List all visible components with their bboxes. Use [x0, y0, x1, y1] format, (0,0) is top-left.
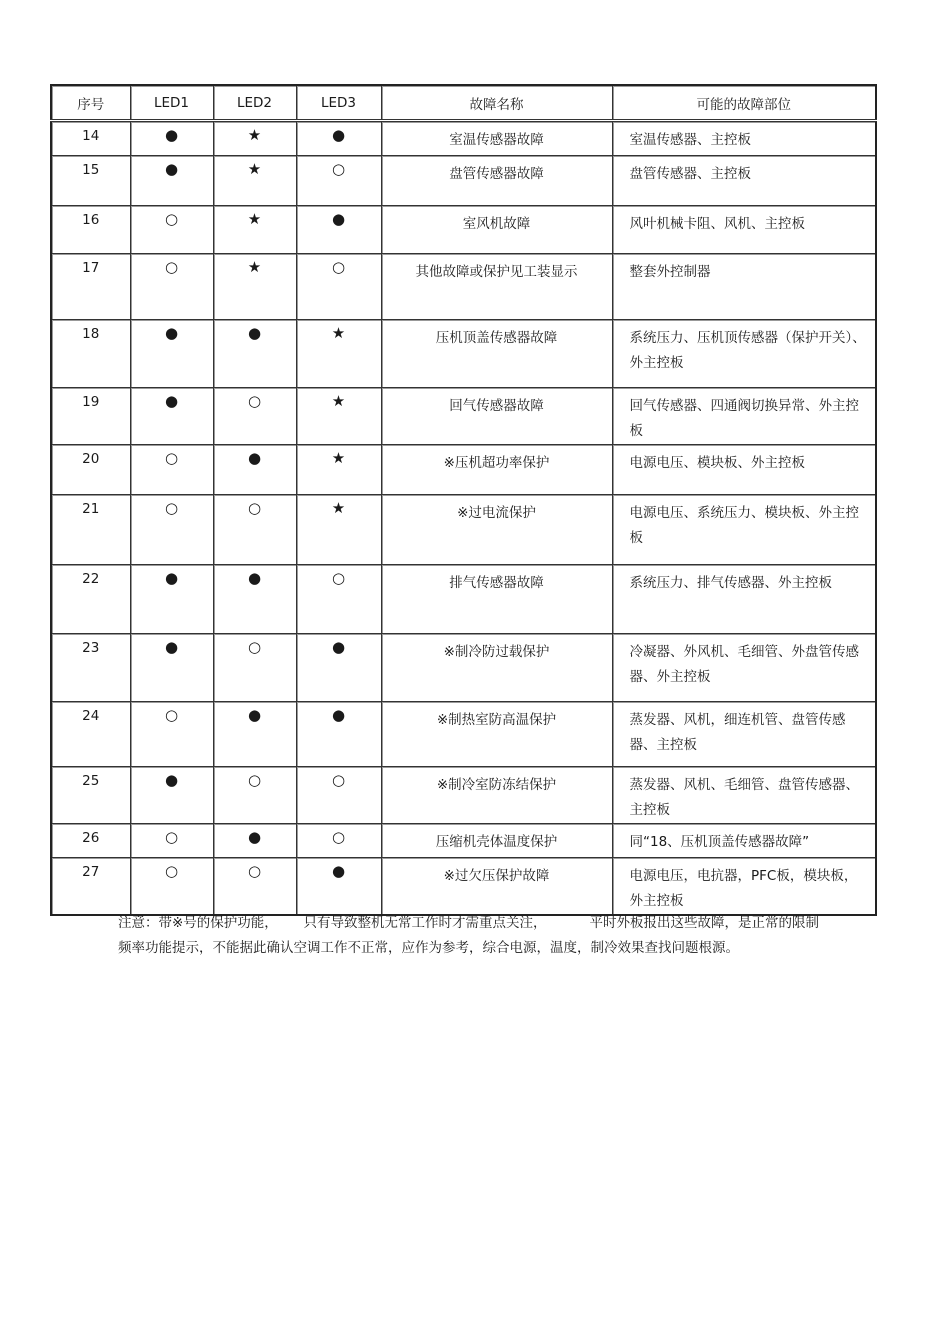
- table-row: [51, 445, 876, 495]
- header-led1: LED1: [130, 85, 213, 121]
- filled-circle-icon: ●: [247, 449, 262, 467]
- cell-possible-parts-text: 室温传感器、主控板: [629, 132, 751, 148]
- cell-fault-name-text: ※过欠压保护故障: [443, 868, 550, 884]
- cell-serial: [51, 634, 130, 702]
- cell-serial: [51, 702, 130, 767]
- cell-possible-parts: [612, 156, 876, 206]
- header-possible-parts: 可能的故障部位: [612, 85, 876, 121]
- cell-led1: [130, 156, 213, 206]
- cell-led1: [130, 388, 213, 445]
- cell-possible-parts: [612, 824, 876, 858]
- cell-led1: [130, 634, 213, 702]
- cell-fault-name: [381, 121, 612, 156]
- cell-led2: [213, 565, 296, 634]
- filled-circle-icon: ●: [164, 392, 179, 410]
- hollow-circle-icon: ○: [247, 638, 262, 656]
- table-body: [51, 121, 876, 916]
- cell-serial-text: 24: [82, 708, 100, 724]
- cell-possible-parts-text: 整套外控制器: [629, 264, 711, 280]
- cell-serial-text: 22: [82, 571, 100, 587]
- cell-possible-parts-text: 冷凝器、外风机、毛细管、外盘管传感器、外主控板: [629, 644, 859, 685]
- cell-fault-name: [381, 858, 612, 916]
- hollow-circle-icon: ○: [331, 569, 346, 587]
- cell-possible-parts-text: 回气传感器、四通阀切换异常、外主控板: [629, 398, 859, 439]
- cell-serial: [51, 320, 130, 388]
- filled-circle-icon: ●: [164, 771, 179, 789]
- cell-fault-name: [381, 634, 612, 702]
- header-fault-name: 故障名称: [381, 85, 612, 121]
- star-icon: ★: [331, 324, 346, 342]
- filled-circle-icon: ●: [331, 126, 346, 144]
- cell-fault-name-text: ※制冷室防冻结保护: [436, 777, 557, 793]
- hollow-circle-icon: ○: [164, 706, 179, 724]
- cell-possible-parts-text: 同“18、压机顶盖传感器故障”: [629, 834, 810, 850]
- cell-led1: [130, 824, 213, 858]
- hollow-circle-icon: ○: [247, 862, 262, 880]
- cell-led2: [213, 156, 296, 206]
- footnote-line-1: 注意：带※号的保护功能， 只有导致整机无常工作时才需重点关注， 平时外板报出这些故障，是正常的限制: [118, 915, 819, 931]
- header-serial: 序号: [51, 85, 130, 121]
- table-row: [51, 702, 876, 767]
- table-row: [51, 565, 876, 634]
- cell-serial: [51, 388, 130, 445]
- hollow-circle-icon: ○: [164, 210, 179, 228]
- cell-fault-name-text: 排气传感器故障: [449, 575, 544, 591]
- cell-serial-text: 15: [82, 162, 100, 178]
- cell-fault-name-text: ※制热室防高温保护: [436, 712, 557, 728]
- cell-led3: [296, 565, 381, 634]
- hollow-circle-icon: ○: [164, 499, 179, 517]
- cell-led3: [296, 254, 381, 320]
- hollow-circle-icon: ○: [247, 771, 262, 789]
- cell-led2: [213, 121, 296, 156]
- cell-possible-parts-text: 蒸发器、风机，细连机管、盘管传感器、主控板: [629, 712, 846, 753]
- cell-possible-parts: [612, 565, 876, 634]
- cell-possible-parts: [612, 254, 876, 320]
- cell-led3: [296, 121, 381, 156]
- cell-fault-name-text: 压缩机壳体温度保护: [435, 834, 558, 850]
- cell-fault-name: [381, 565, 612, 634]
- table-row: [51, 206, 876, 254]
- table-row: [51, 858, 876, 916]
- star-icon: ★: [247, 210, 262, 228]
- cell-led2: [213, 254, 296, 320]
- cell-serial: [51, 495, 130, 565]
- filled-circle-icon: ●: [331, 706, 346, 724]
- header-led3: LED3: [296, 85, 381, 121]
- cell-serial: [51, 565, 130, 634]
- filled-circle-icon: ●: [164, 160, 179, 178]
- cell-led2: [213, 495, 296, 565]
- cell-led1: [130, 495, 213, 565]
- cell-serial: [51, 156, 130, 206]
- cell-led3: [296, 495, 381, 565]
- cell-fault-name: [381, 320, 612, 388]
- cell-fault-name: [381, 702, 612, 767]
- cell-serial: [51, 858, 130, 916]
- cell-possible-parts: [612, 445, 876, 495]
- filled-circle-icon: ●: [247, 324, 262, 342]
- cell-fault-name: [381, 388, 612, 445]
- cell-led3: [296, 634, 381, 702]
- filled-circle-icon: ●: [247, 828, 262, 846]
- star-icon: ★: [247, 258, 262, 276]
- cell-led3: [296, 320, 381, 388]
- cell-possible-parts: [612, 320, 876, 388]
- cell-possible-parts: [612, 702, 876, 767]
- cell-fault-name: [381, 495, 612, 565]
- cell-led2: [213, 320, 296, 388]
- cell-led1: [130, 702, 213, 767]
- table-row: [51, 767, 876, 824]
- cell-serial: [51, 767, 130, 824]
- cell-serial-text: 19: [82, 394, 100, 410]
- cell-led3: [296, 156, 381, 206]
- cell-led1: [130, 121, 213, 156]
- cell-possible-parts-text: 盘管传感器、主控板: [629, 166, 751, 182]
- cell-led3: [296, 388, 381, 445]
- star-icon: ★: [247, 160, 262, 178]
- cell-led2: [213, 702, 296, 767]
- cell-possible-parts: [612, 634, 876, 702]
- cell-fault-name: [381, 445, 612, 495]
- cell-led3: [296, 702, 381, 767]
- cell-led2: [213, 206, 296, 254]
- hollow-circle-icon: ○: [164, 828, 179, 846]
- filled-circle-icon: ●: [247, 706, 262, 724]
- table-row: [51, 320, 876, 388]
- cell-fault-name-text: 室风机故障: [462, 216, 531, 232]
- hollow-circle-icon: ○: [247, 392, 262, 410]
- cell-serial-text: 18: [82, 326, 100, 342]
- cell-led3: [296, 445, 381, 495]
- cell-serial-text: 16: [82, 212, 100, 228]
- cell-possible-parts: [612, 858, 876, 916]
- filled-circle-icon: ●: [164, 569, 179, 587]
- cell-serial-text: 17: [82, 260, 100, 276]
- cell-fault-name-text: ※压机超功率保护: [443, 455, 550, 471]
- star-icon: ★: [331, 392, 346, 410]
- cell-serial-text: 14: [82, 128, 100, 144]
- table-row: [51, 388, 876, 445]
- cell-led3: [296, 858, 381, 916]
- cell-fault-name-text: ※制冷防过载保护: [443, 644, 550, 660]
- star-icon: ★: [331, 449, 346, 467]
- hollow-circle-icon: ○: [164, 258, 179, 276]
- filled-circle-icon: ●: [331, 638, 346, 656]
- cell-serial: [51, 121, 130, 156]
- cell-fault-name: [381, 824, 612, 858]
- cell-fault-name-text: 盘管传感器故障: [449, 166, 544, 182]
- cell-serial-text: 27: [82, 864, 100, 880]
- star-icon: ★: [247, 126, 262, 144]
- cell-led2: [213, 634, 296, 702]
- table-row: [51, 156, 876, 206]
- cell-possible-parts-text: 电源电压、模块板、外主控板: [629, 455, 805, 471]
- cell-possible-parts-text: 蒸发器、风机、毛细管、盘管传感器、主控板: [629, 777, 859, 818]
- star-icon: ★: [331, 499, 346, 517]
- cell-led2: [213, 388, 296, 445]
- cell-led1: [130, 858, 213, 916]
- cell-possible-parts: [612, 495, 876, 565]
- cell-possible-parts: [612, 121, 876, 156]
- hollow-circle-icon: ○: [164, 862, 179, 880]
- filled-circle-icon: ●: [164, 126, 179, 144]
- filled-circle-icon: ●: [331, 210, 346, 228]
- filled-circle-icon: ●: [331, 862, 346, 880]
- cell-possible-parts-text: 系统压力、压机顶传感器（保护开关）、外主控板: [629, 330, 866, 371]
- footnote: [118, 911, 838, 961]
- cell-serial: [51, 445, 130, 495]
- cell-fault-name-text: 回气传感器故障: [449, 398, 544, 414]
- cell-led1: [130, 254, 213, 320]
- hollow-circle-icon: ○: [164, 449, 179, 467]
- cell-possible-parts-text: 系统压力、排气传感器、外主控板: [629, 575, 832, 591]
- cell-possible-parts-text: 风叶机械卡阻、风机、主控板: [629, 216, 805, 232]
- cell-serial-text: 26: [82, 830, 100, 846]
- filled-circle-icon: ●: [164, 324, 179, 342]
- table-row: [51, 121, 876, 156]
- cell-fault-name-text: 室温传感器故障: [449, 132, 544, 148]
- filled-circle-icon: ●: [247, 569, 262, 587]
- cell-serial-text: 20: [82, 451, 100, 467]
- cell-led2: [213, 824, 296, 858]
- table-header-row: [51, 85, 876, 121]
- footnote-line-2: 频率功能提示，不能据此确认空调工作不正常，应作为参考，综合电源，温度，制冷效果查找问题根源。: [118, 940, 739, 956]
- cell-fault-name-text: ※过电流保护: [457, 505, 536, 521]
- cell-possible-parts: [612, 388, 876, 445]
- cell-serial-text: 23: [82, 640, 100, 656]
- cell-possible-parts-text: 电源电压，电抗器，PFC板，模块板，外主控板: [629, 868, 858, 909]
- cell-led2: [213, 445, 296, 495]
- cell-led1: [130, 320, 213, 388]
- hollow-circle-icon: ○: [331, 771, 346, 789]
- hollow-circle-icon: ○: [247, 499, 262, 517]
- filled-circle-icon: ●: [164, 638, 179, 656]
- cell-possible-parts: [612, 767, 876, 824]
- table-row: [51, 824, 876, 858]
- fault-code-table: [50, 84, 877, 916]
- cell-led3: [296, 206, 381, 254]
- cell-led1: [130, 445, 213, 495]
- hollow-circle-icon: ○: [331, 828, 346, 846]
- cell-possible-parts-text: 电源电压、系统压力、模块板、外主控板: [629, 505, 859, 546]
- cell-fault-name: [381, 254, 612, 320]
- cell-led2: [213, 858, 296, 916]
- table-row: [51, 634, 876, 702]
- cell-led3: [296, 824, 381, 858]
- table-row: [51, 254, 876, 320]
- cell-led1: [130, 767, 213, 824]
- cell-serial: [51, 254, 130, 320]
- cell-serial: [51, 824, 130, 858]
- cell-fault-name-text: 压机顶盖传感器故障: [435, 330, 558, 346]
- cell-fault-name: [381, 156, 612, 206]
- hollow-circle-icon: ○: [331, 160, 346, 178]
- cell-fault-name: [381, 206, 612, 254]
- cell-serial-text: 25: [82, 773, 100, 789]
- cell-fault-name: [381, 767, 612, 824]
- cell-possible-parts: [612, 206, 876, 254]
- cell-led3: [296, 767, 381, 824]
- cell-led2: [213, 767, 296, 824]
- cell-led1: [130, 565, 213, 634]
- cell-fault-name-text: 其他故障或保护见工装显示: [415, 264, 578, 280]
- cell-led1: [130, 206, 213, 254]
- hollow-circle-icon: ○: [331, 258, 346, 276]
- cell-serial-text: 21: [82, 501, 100, 517]
- table-row: [51, 495, 876, 565]
- cell-serial: [51, 206, 130, 254]
- header-led2: LED2: [213, 85, 296, 121]
